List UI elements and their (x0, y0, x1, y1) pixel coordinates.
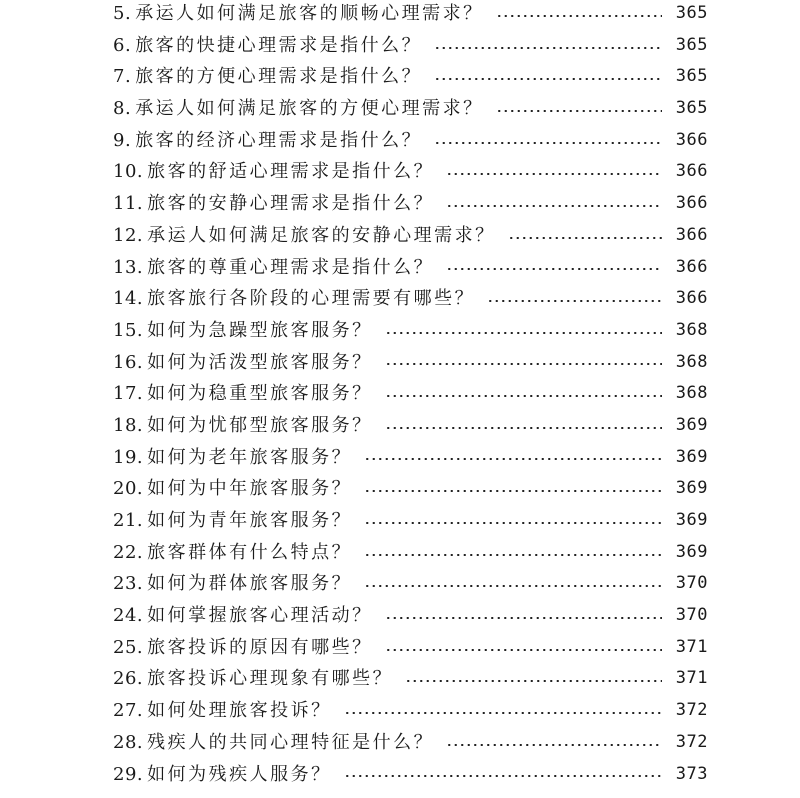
entry-number: 28. (113, 731, 144, 753)
entry-title: 残疾人的共同心理特征是什么？ (147, 731, 435, 753)
entry-number: 22. (113, 541, 144, 563)
entry-title: 旅客的舒适心理需求是指什么？ (147, 161, 435, 183)
entry-page-number: 372 (675, 700, 708, 721)
toc-entry (113, 61, 708, 93)
entry-page-number: 369 (675, 446, 708, 467)
entry-page-number: 365 (675, 34, 708, 55)
entry-number: 26. (113, 668, 144, 690)
toc-entry (113, 0, 708, 30)
entry-number: 9. (113, 129, 132, 151)
entry-title: 如何掌握旅客心理活动？ (147, 605, 373, 627)
entry-title: 如何为忧郁型旅客服务？ (147, 414, 373, 436)
toc-entry (113, 283, 708, 315)
dot-leader (344, 712, 662, 714)
entry-number: 6. (113, 34, 132, 56)
entry-number: 29. (113, 763, 144, 785)
dot-leader (446, 173, 662, 175)
entry-page-number: 372 (675, 731, 708, 752)
entry-title: 如何为活泼型旅客服务？ (147, 351, 373, 373)
entry-number: 14. (113, 288, 144, 310)
dot-leader (385, 395, 662, 397)
entry-number: 23. (113, 573, 144, 595)
toc-entry (113, 505, 708, 537)
entry-page-number: 365 (675, 98, 708, 119)
entry-page-number: 369 (675, 478, 708, 499)
toc-entry (113, 93, 708, 125)
entry-title: 承运人如何满足旅客的顺畅心理需求？ (135, 3, 484, 24)
toc-entry (113, 252, 708, 284)
entry-number: 18. (113, 414, 144, 436)
entry-number: 21. (113, 510, 144, 531)
entry-title: 旅客投诉的原因有哪些？ (147, 636, 373, 658)
dot-leader (496, 110, 662, 112)
entry-page-number: 366 (675, 224, 708, 245)
dot-leader (487, 300, 662, 302)
entry-page-number: 366 (675, 161, 708, 182)
entry-number: 12. (113, 224, 144, 246)
entry-title: 旅客的快捷心理需求是指什么？ (135, 34, 423, 56)
entry-number: 11. (113, 193, 144, 215)
toc-entry (113, 410, 708, 442)
dot-leader (364, 490, 662, 492)
entry-page-number: 373 (675, 763, 708, 784)
toc-entry (113, 759, 708, 791)
entry-number: 16. (113, 351, 144, 373)
dot-leader (385, 332, 662, 334)
toc-entry (113, 727, 708, 759)
dot-leader (446, 205, 662, 207)
dot-leader (344, 775, 662, 777)
entry-page-number: 370 (675, 605, 708, 626)
toc-entry (113, 156, 708, 188)
entry-page-number: 366 (675, 193, 708, 214)
dot-leader (385, 617, 662, 619)
toc-entry (113, 378, 708, 410)
toc-entry (113, 125, 708, 157)
entry-number: 17. (113, 383, 144, 405)
entry-page-number: 371 (675, 668, 708, 689)
entry-page-number: 368 (675, 383, 708, 404)
entry-title: 旅客的经济心理需求是指什么？ (135, 129, 423, 151)
entry-number: 13. (113, 256, 144, 278)
entry-title: 如何为急躁型旅客服务？ (147, 319, 373, 341)
entry-title: 旅客旅行各阶段的心理需要有哪些？ (147, 288, 476, 310)
entry-title: 旅客的方便心理需求是指什么？ (135, 66, 423, 88)
dot-leader (385, 427, 662, 429)
toc-entry (113, 347, 708, 379)
toc-entry (113, 695, 708, 727)
dot-leader (446, 268, 662, 270)
entry-number: 10. (113, 161, 144, 183)
entry-page-number: 370 (675, 573, 708, 594)
dot-leader (434, 142, 662, 144)
entry-number: 19. (113, 446, 144, 468)
entry-page-number: 371 (675, 636, 708, 657)
toc-entry (113, 220, 708, 252)
entry-title: 旅客的尊重心理需求是指什么？ (147, 256, 435, 278)
entry-number: 15. (113, 319, 144, 341)
dot-leader (364, 554, 662, 556)
dot-leader (405, 680, 662, 682)
toc-entry (113, 537, 708, 569)
entry-title: 旅客投诉心理现象有哪些？ (147, 668, 394, 690)
entry-title: 承运人如何满足旅客的方便心理需求？ (135, 98, 484, 120)
entry-number: 27. (113, 700, 144, 722)
entry-number: 7. (113, 66, 132, 88)
toc-entry (113, 473, 708, 505)
entry-page-number: 366 (675, 288, 708, 309)
entry-page-number: 369 (675, 414, 708, 435)
dot-leader (364, 522, 662, 524)
dot-leader (385, 649, 662, 651)
toc-entry (113, 663, 708, 695)
toc-entry (113, 188, 708, 220)
entry-page-number: 365 (675, 66, 708, 87)
toc-entry (113, 30, 708, 62)
toc-entry (113, 632, 708, 664)
entry-number: 24. (113, 605, 144, 627)
dot-leader (446, 744, 662, 746)
toc-entry (113, 568, 708, 600)
entry-title: 如何为群体旅客服务？ (147, 573, 353, 595)
toc-entry (113, 442, 708, 474)
table-of-contents (113, 0, 708, 790)
entry-page-number: 365 (675, 3, 708, 23)
entry-title: 旅客群体有什么特点？ (147, 541, 353, 563)
entry-title: 如何为中年旅客服务？ (147, 478, 353, 500)
entry-number: 8. (113, 98, 132, 120)
dot-leader (434, 47, 662, 49)
dot-leader (364, 458, 662, 460)
dot-leader (496, 15, 662, 17)
entry-title: 如何为稳重型旅客服务？ (147, 383, 373, 405)
toc-entry (113, 600, 708, 632)
entry-page-number: 366 (675, 256, 708, 277)
entry-number: 20. (113, 478, 144, 500)
entry-page-number: 366 (675, 129, 708, 150)
dot-leader (364, 585, 662, 587)
entry-page-number: 368 (675, 351, 708, 372)
entry-page-number: 369 (675, 510, 708, 530)
entry-number: 25. (113, 636, 144, 658)
entry-title: 旅客的安静心理需求是指什么？ (147, 193, 435, 215)
entry-title: 如何为青年旅客服务？ (147, 510, 353, 531)
entry-page-number: 369 (675, 541, 708, 562)
entry-title: 如何处理旅客投诉？ (147, 700, 332, 722)
entry-page-number: 368 (675, 319, 708, 340)
toc-entry (113, 315, 708, 347)
entry-title: 如何为老年旅客服务？ (147, 446, 353, 468)
dot-leader (434, 78, 662, 80)
entry-title: 承运人如何满足旅客的安静心理需求？ (147, 224, 496, 246)
dot-leader (508, 237, 662, 239)
entry-title: 如何为残疾人服务？ (147, 763, 332, 785)
entry-number: 5. (113, 3, 132, 24)
dot-leader (385, 363, 662, 365)
